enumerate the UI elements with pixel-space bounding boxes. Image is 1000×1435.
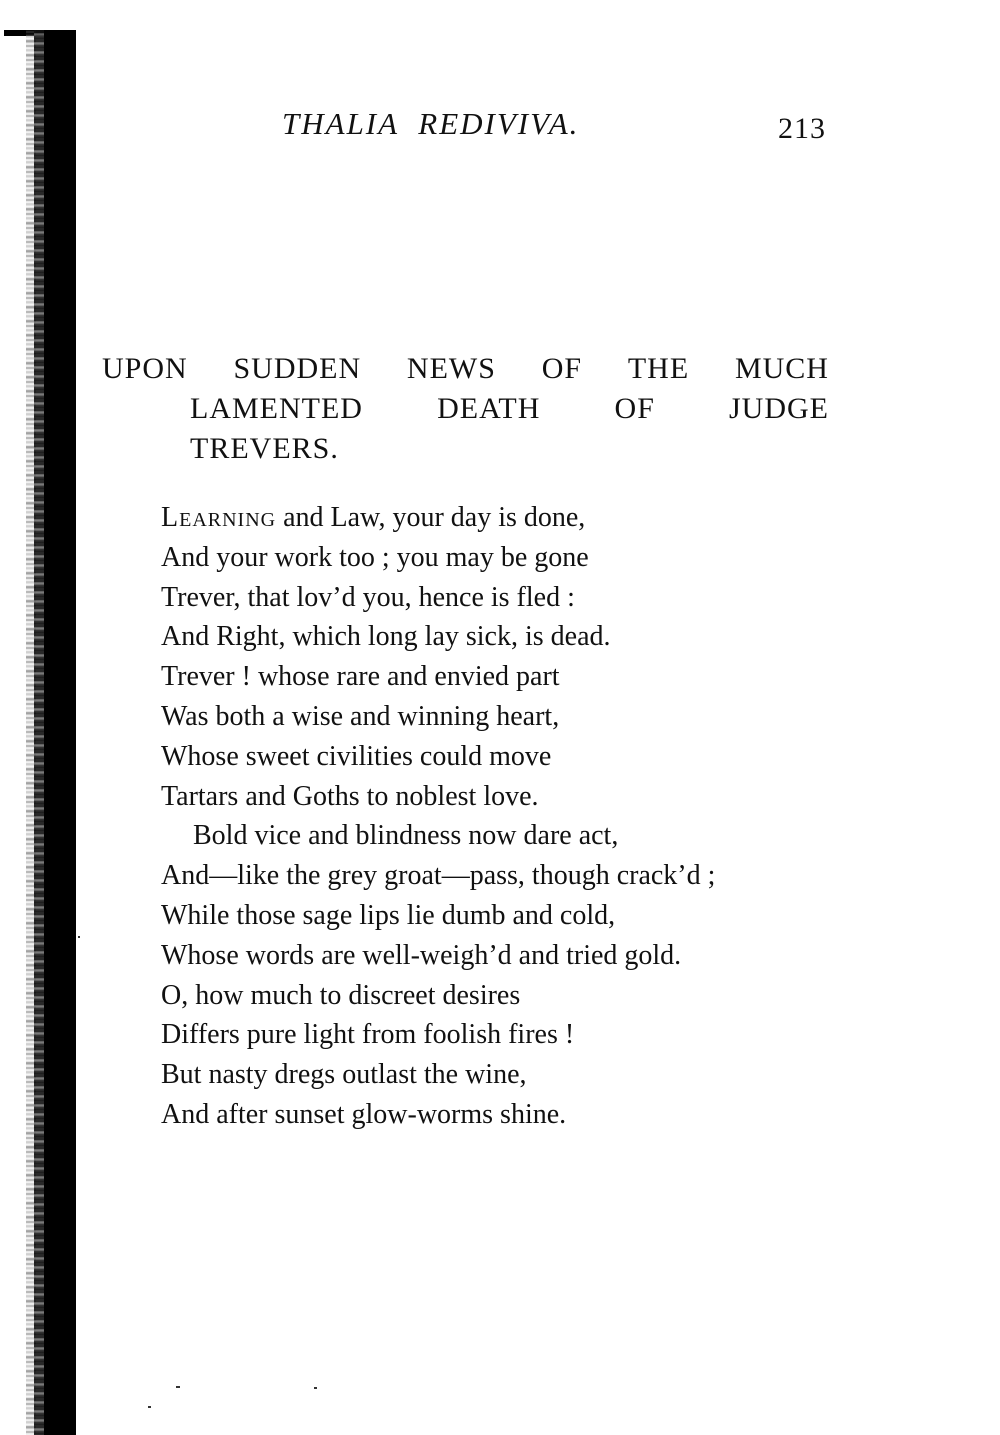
opening-line-rest: and Law, your day is done, — [276, 502, 586, 533]
poem-line: And after sunset glow-worms shine. — [161, 1098, 567, 1130]
title-word: JUDGE — [729, 392, 829, 425]
running-title: THALIA REDIVIVA. — [282, 106, 580, 141]
poem-line: While those sage lips lie dumb and cold, — [161, 899, 616, 931]
running-header — [0, 102, 1000, 152]
title-line — [102, 429, 829, 469]
poem-line: Tartars and Goths to noblest love. — [161, 780, 539, 812]
book-spine-shadow — [0, 30, 78, 1435]
title-word: LAMENTED — [190, 392, 363, 425]
scan-speck — [176, 1386, 180, 1388]
poem-body — [161, 498, 861, 1135]
poem-line: Differs pure light from foolish fires ! — [161, 1019, 575, 1051]
poem-line: Whose sweet civilities could move — [161, 740, 552, 772]
poem-line: Trever, that lov’d you, hence is fled : — [161, 581, 575, 613]
poem-line: Was both a wise and winning heart, — [161, 700, 560, 732]
poem-line: Trever ! whose rare and envied part — [161, 661, 560, 693]
title-word: THE — [627, 352, 690, 385]
poem-line: And Right, which long lay sick, is dead. — [161, 621, 611, 653]
title-word: NEWS — [406, 352, 496, 385]
poem-line: O, how much to discreet desires — [161, 979, 521, 1011]
poem-line — [161, 498, 861, 538]
scan-speck — [148, 1406, 151, 1408]
page-number: 213 — [778, 112, 826, 145]
title-word: UPON — [102, 352, 188, 385]
scan-speck — [314, 1387, 317, 1389]
title-word: OF — [614, 392, 655, 425]
opening-word: Learning — [161, 502, 277, 533]
title-word: OF — [541, 352, 583, 385]
title-line — [102, 389, 829, 429]
poem-line: Whose words are well-weigh’d and tried gold. — [161, 939, 682, 971]
poem-line: But nasty dregs outlast the wine, — [161, 1059, 527, 1091]
poem-title — [102, 349, 829, 469]
title-word: DEATH — [437, 392, 541, 425]
title-line — [102, 349, 829, 389]
poem-line: And your work too ; you may be gone — [161, 541, 589, 573]
scan-speck — [78, 936, 80, 938]
title-word: MUCH — [734, 352, 829, 385]
title-word: SUDDEN — [233, 352, 362, 385]
poem-line-stanza-start: Bold vice and blindness now dare act, — [193, 820, 619, 852]
poem-line: And—like the grey groat—pass, though crack’d ; — [161, 860, 716, 892]
title-word: TREVERS. — [190, 432, 339, 465]
